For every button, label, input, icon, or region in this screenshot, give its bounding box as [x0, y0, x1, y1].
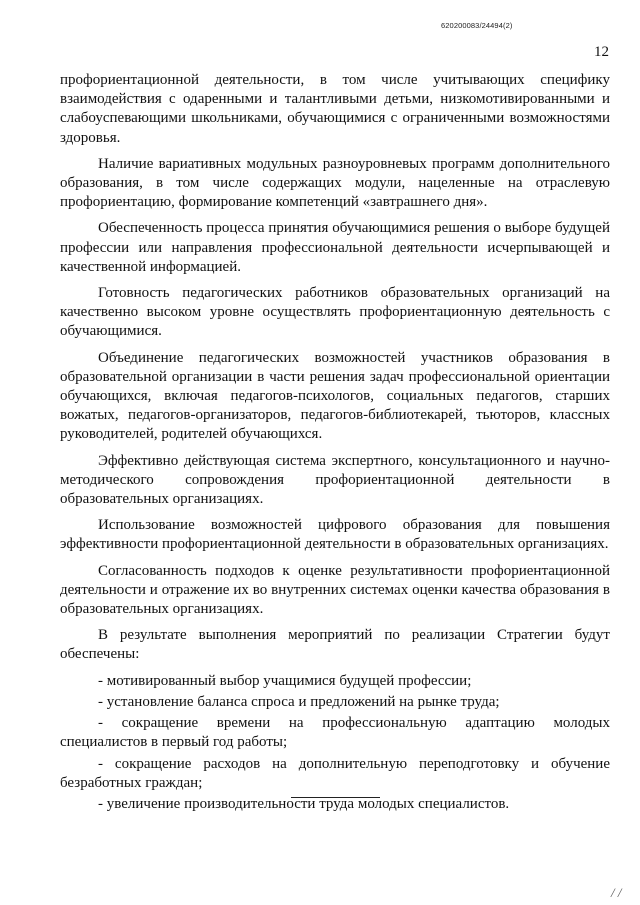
paragraph-digital-education: Использование возможностей цифрового образования для повышения эффективности профориентационной деятельности в образовательных организациях.	[60, 517, 610, 553]
list-item: - увеличение производительности труда молодых специалистов.	[98, 795, 510, 812]
paragraph-expert-system: Эффективно действующая система экспертного, консультационного и научно-методического сопровождения профориентационной деятельности в образовательных организациях.	[60, 452, 610, 508]
paragraph-assessment-consistency: Согласованность подходов к оценке результативности профориентационной деятельности и отражение их во внутренних системах оценки качества образования в образовательных организациях.	[60, 562, 610, 618]
paragraph-teacher-readiness: Готовность педагогических работников образовательных организаций на качественно высоком уровне осуществлять профориентационную деятельность с обучающимися.	[60, 285, 610, 340]
list-item: - сокращение расходов на дополнительную переподготовку и обучение безработных граждан;	[60, 755, 610, 791]
page-number: 12	[594, 44, 609, 60]
list-item: - сокращение времени на профессиональную адаптацию молодых специалистов в первый год работы;	[60, 715, 610, 751]
paragraph-pedagogical-union: Объединение педагогических возможностей участников образования в образовательной организации в части решения задач профессиональной ориентации обучающихся, включая педагогов-психологов, социальных педагогов, старших вожатых, педагогов-организаторов, педагогов-библиотекарей, тьюторов, классных руководителей, родителей обучающихся.	[60, 349, 610, 443]
end-divider	[291, 797, 380, 798]
document-id: 620200083/24494(2)	[441, 21, 513, 30]
paragraph-variative-programs: Наличие вариативных модульных разноуровневых программ дополнительного образования, в том числе содержащих модули, нацеленные на отраслевую профориентацию, формирование компетенций «завтрашнего дня».	[60, 155, 610, 211]
list-item: - установление баланса спроса и предложений на рынке труда;	[98, 693, 500, 710]
paragraph-continuation: профориентационной деятельности, в том числе учитывающих специфику взаимодействия с одаренными и талантливыми детьми, низкомотивированными и слабоуспевающими школьниками, обучающимися с ограниченными возможностями здоровья.	[60, 72, 610, 146]
paragraph-results-intro: В результате выполнения мероприятий по реализации Стратегии будут обеспечены:	[60, 627, 610, 663]
document-body	[60, 71, 610, 816]
paragraph-information-support: Обеспеченность процесса принятия обучающимися решения о выборе будущей профессии или направления профессиональной деятельности исчерпывающей и качественной информацией.	[60, 220, 610, 275]
list-item: - мотивированный выбор учащимися будущей профессии;	[98, 672, 472, 689]
corner-mark: / /	[611, 885, 622, 900]
